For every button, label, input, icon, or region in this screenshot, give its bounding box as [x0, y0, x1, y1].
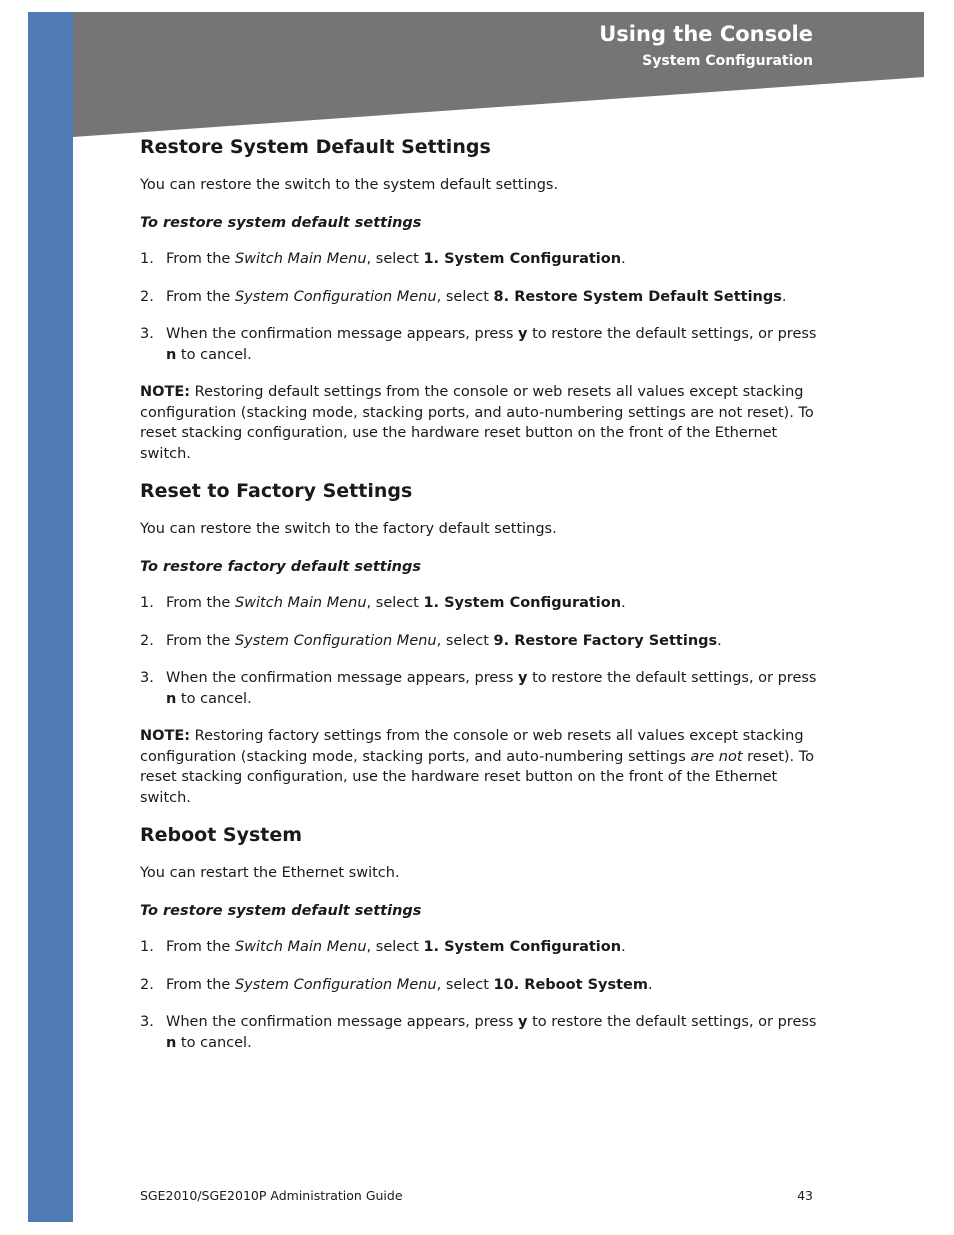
list-item: 3. When the confirmation message appears, press y to restore the default settings, or press n to cancel. [140, 670, 817, 707]
procedure-title: To restore system default settings [140, 902, 422, 919]
section-reboot [140, 822, 820, 1053]
procedure-title: To restore system default settings [140, 214, 422, 231]
footer-guide-title: SGE2010/SGE2010P Administration Guide [140, 1188, 403, 1203]
step-list [140, 249, 820, 365]
list-item: 2. From the System Configuration Menu, select 10. Reboot System. [140, 976, 653, 993]
list-item: 2. From the System Configuration Menu, select 8. Restore System Default Settings. [140, 288, 787, 305]
procedure-title: To restore factory default settings [140, 558, 422, 575]
section-factory-reset [140, 478, 820, 808]
list-item: 3. When the confirmation message appears, press y to restore the default settings, or press n to cancel. [140, 326, 817, 363]
footer-page-number: 43 [797, 1188, 813, 1203]
side-bar [28, 12, 73, 1222]
list-item: 2. From the System Configuration Menu, select 9. Restore Factory Settings. [140, 632, 722, 649]
note-paragraph: NOTE: Restoring default settings from the console or web resets all values except stacking configuration (stacking mode, stacking ports, and auto-numbering settings are not reset). To reset stacking configuration, use the hardware reset button on the front of the Ethernet switch. [140, 384, 814, 462]
list-item: 1. From the Switch Main Menu, select 1. System Configuration. [140, 595, 626, 611]
list-item: 1. From the Switch Main Menu, select 1. System Configuration. [140, 939, 626, 955]
section-heading: Reset to Factory Settings [140, 480, 413, 502]
list-item: 1. From the Switch Main Menu, select 1. System Configuration. [140, 251, 626, 267]
section-restore-defaults [140, 134, 820, 464]
section-intro: You can restore the switch to the system default settings. [140, 177, 559, 193]
page-content [140, 134, 820, 1070]
section-heading: Restore System Default Settings [140, 136, 491, 158]
chapter-subtitle: System Configuration [642, 53, 813, 69]
step-list [140, 593, 820, 709]
section-heading: Reboot System [140, 824, 303, 846]
chapter-title: Using the Console [599, 22, 813, 46]
list-item: 3. When the confirmation message appears, press y to restore the default settings, or press n to cancel. [140, 1014, 817, 1051]
step-list [140, 937, 820, 1053]
section-intro: You can restore the switch to the factory default settings. [140, 521, 557, 537]
section-intro: You can restart the Ethernet switch. [140, 865, 400, 881]
note-paragraph: NOTE: Restoring factory settings from the console or web resets all values except stacking configuration (stacking mode, stacking ports, and auto-numbering settings are not reset). To reset stacking configuration, use the hardware reset button on the front of the Ethernet switch. [140, 728, 815, 806]
